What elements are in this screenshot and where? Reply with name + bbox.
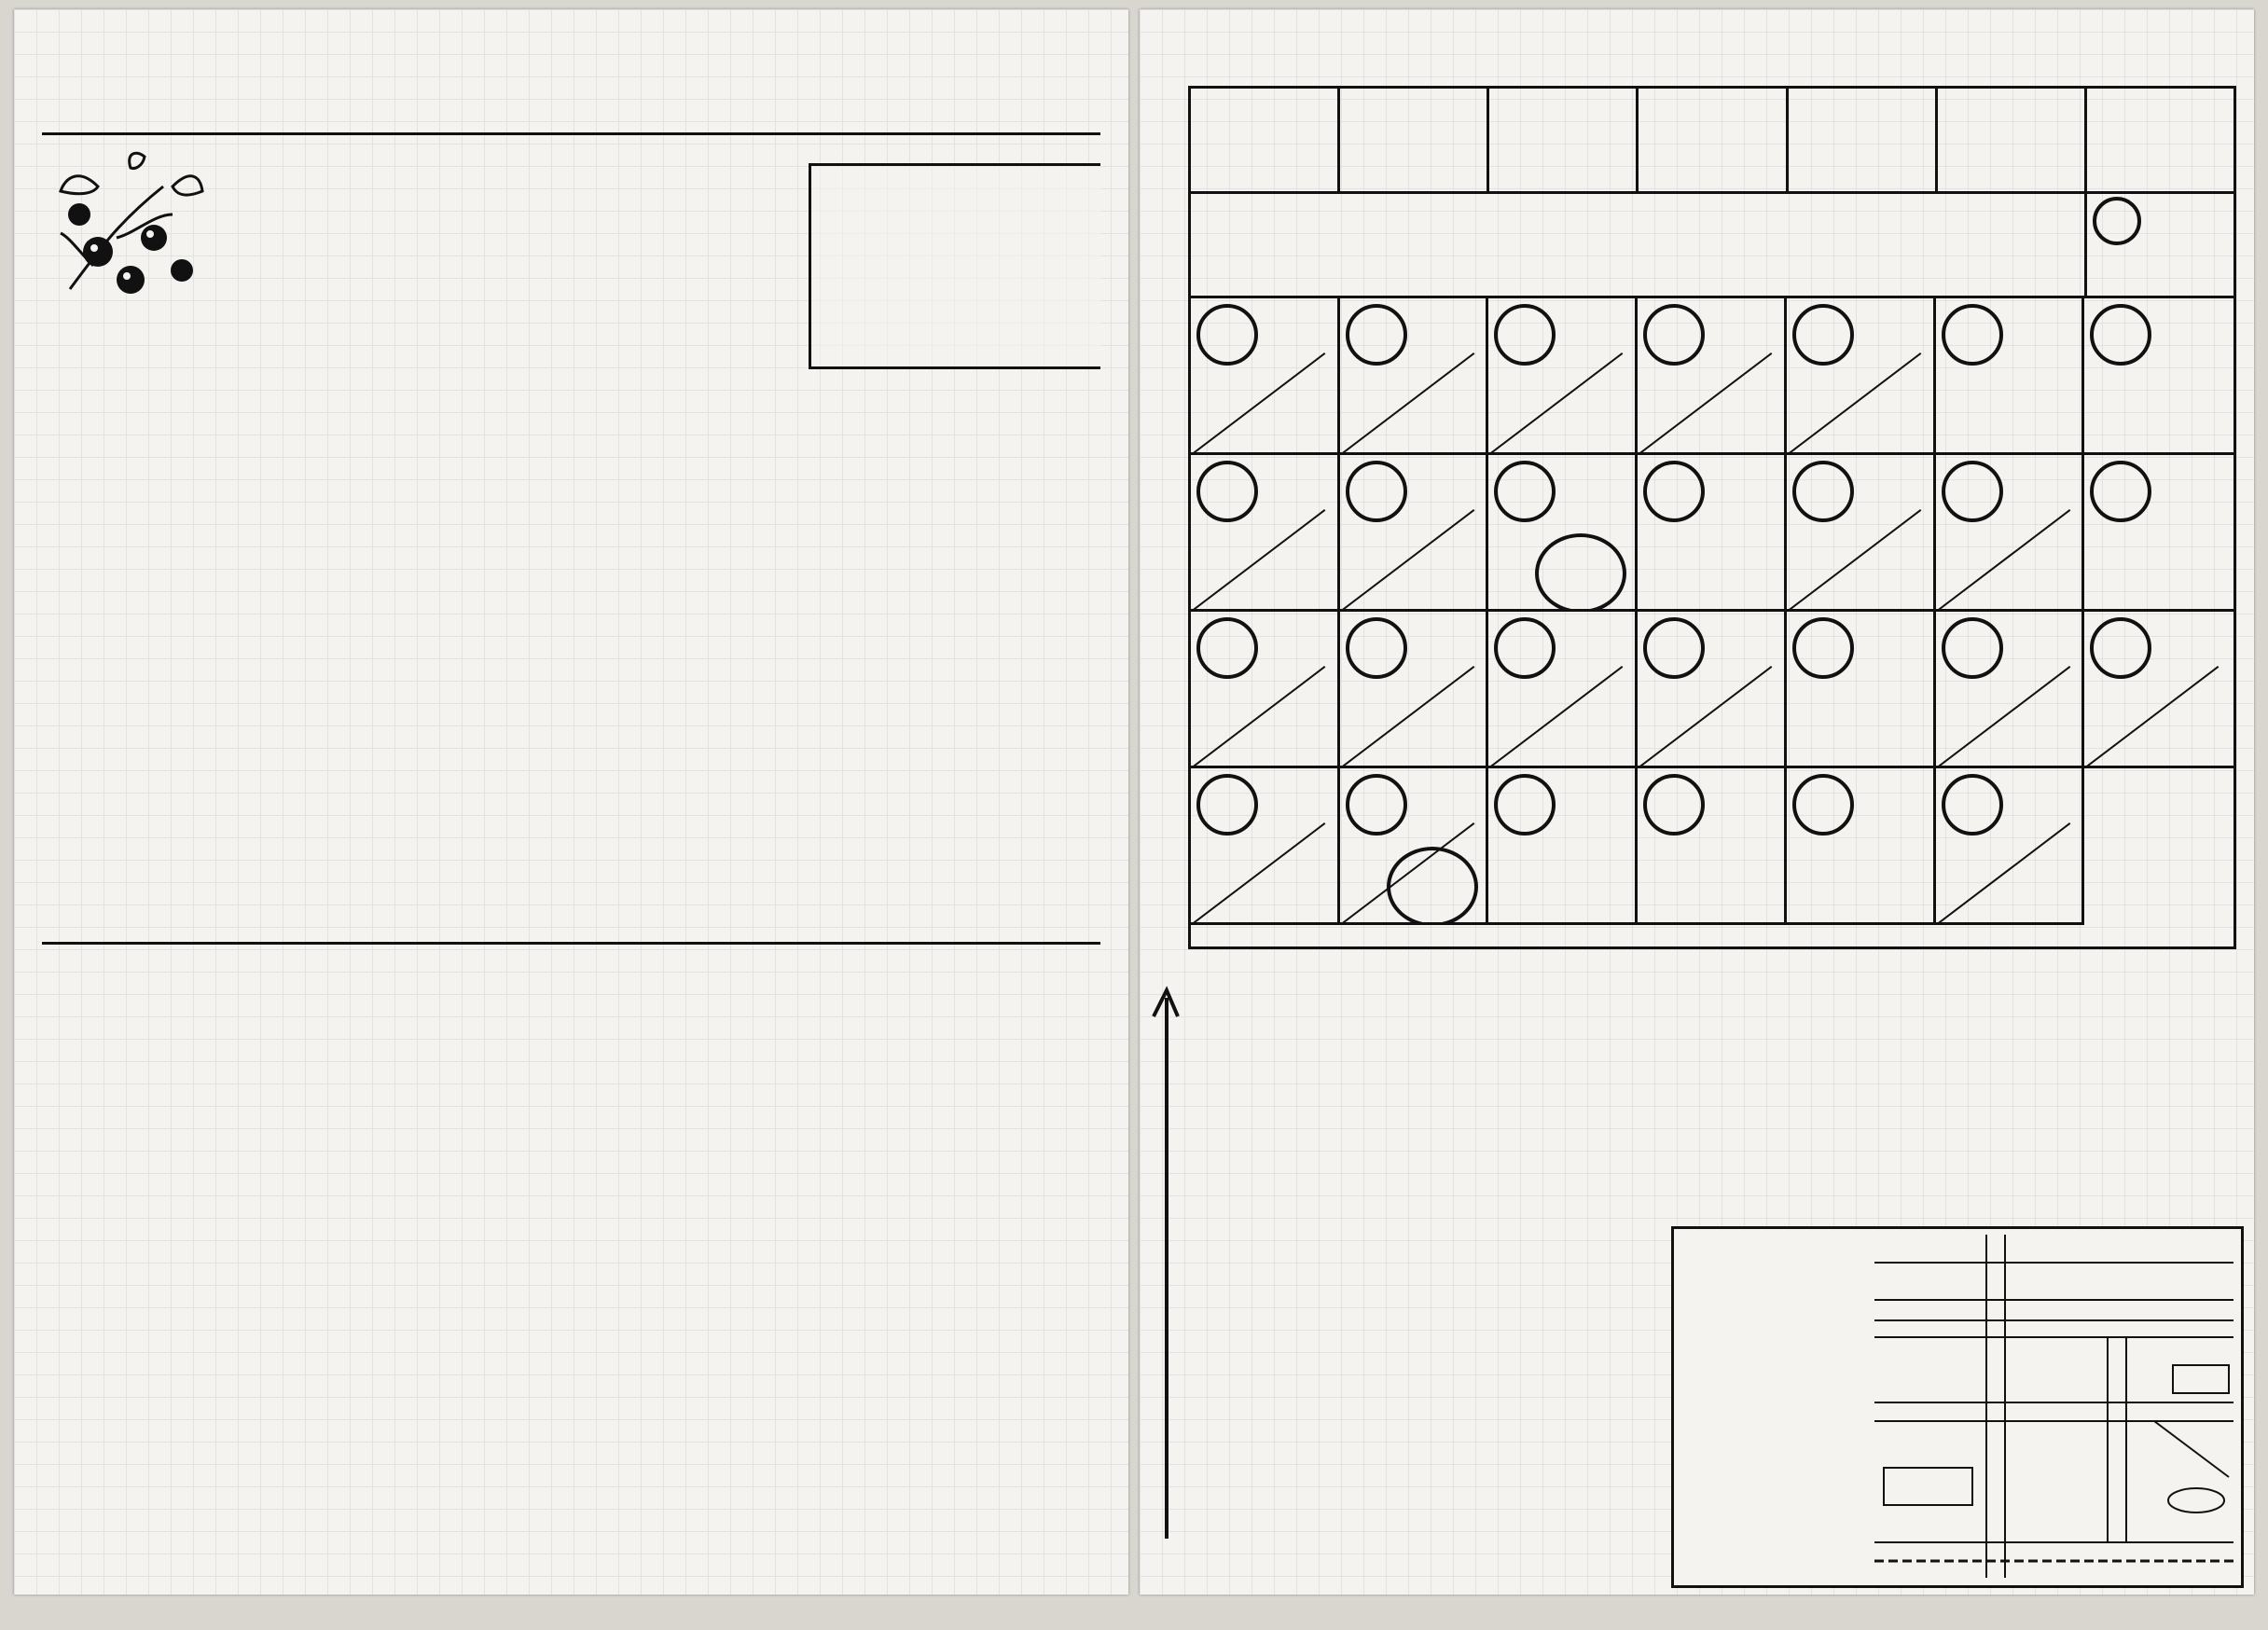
article-line <box>51 399 1105 448</box>
day-number <box>1494 774 1556 836</box>
day-number <box>1346 461 1407 522</box>
calendar-day-cell <box>1340 768 1489 925</box>
calendar-day-cell <box>2084 455 2233 612</box>
calendar-day-cell <box>1787 768 1936 925</box>
article-line <box>51 254 1105 302</box>
calendar-day-cell <box>1488 298 1638 455</box>
calendar-day-cell <box>1638 768 1787 925</box>
shop-info-box <box>1671 1226 2244 1588</box>
calendar-day-cell <box>1488 612 1638 768</box>
article-line <box>1186 1208 1708 1256</box>
calendar-day-cell <box>1191 768 1340 925</box>
masthead-divider <box>42 132 1100 135</box>
article-line <box>1186 1062 2240 1111</box>
calendar-day-cell <box>1340 455 1489 612</box>
day-number <box>1643 774 1705 836</box>
calendar-day-cell <box>1638 612 1787 768</box>
calendar-day-cell <box>1936 298 2085 455</box>
closed-day-badge <box>1535 533 1626 612</box>
day-number <box>1942 461 2003 522</box>
day-number <box>1346 304 1407 366</box>
calendar-day-cell <box>1191 612 1340 768</box>
article-line <box>51 1339 1105 1388</box>
day-number <box>1792 774 1854 836</box>
day-number <box>1942 304 2003 366</box>
article-line <box>51 787 1105 836</box>
day-number <box>1346 774 1407 836</box>
article-line <box>51 932 1105 981</box>
day-number <box>1494 304 1556 366</box>
article-line <box>51 1485 1105 1533</box>
weekday-label <box>1489 89 1639 191</box>
article-line <box>51 448 1105 496</box>
closed-day-badge <box>1387 847 1478 925</box>
article-line <box>1186 1256 1708 1305</box>
article-line <box>1186 1305 1708 1353</box>
calendar-day-cell <box>1936 768 2085 925</box>
article-line <box>1186 1547 1708 1595</box>
weekday-label <box>1938 89 2087 191</box>
map-roads <box>1874 1235 2233 1578</box>
calendar-day-cell <box>1787 455 1936 612</box>
article-line <box>1186 1014 2240 1062</box>
day-number <box>1196 304 1258 366</box>
calendar-day-cell <box>1787 298 1936 455</box>
day-number <box>2090 304 2151 366</box>
day-number <box>1643 304 1705 366</box>
article-line <box>51 593 1105 642</box>
calendar-day-cell <box>1638 455 1787 612</box>
calendar-day-cell <box>1191 298 1340 455</box>
article-line <box>51 1242 1105 1291</box>
article-line <box>51 1436 1105 1485</box>
article-line <box>51 1145 1105 1194</box>
article-line <box>51 157 1105 205</box>
article-line <box>51 1291 1105 1339</box>
calendar-day-cell <box>1340 298 1489 455</box>
day-number <box>1196 617 1258 679</box>
day-number <box>1942 774 2003 836</box>
article-line <box>1186 1159 2240 1208</box>
day-number <box>1792 461 1854 522</box>
calendar-day-cell <box>1936 612 2085 768</box>
calendar <box>1188 86 2236 949</box>
shop-details <box>1681 1236 1868 1248</box>
weekday-label <box>1191 89 1340 191</box>
weekday-label <box>1340 89 1489 191</box>
left-article-body <box>51 157 1105 1630</box>
calendar-day-cell <box>1488 768 1638 925</box>
day-number <box>1643 617 1705 679</box>
day-number <box>1942 617 2003 679</box>
article-line <box>1186 1402 1708 1450</box>
article-line <box>51 1194 1105 1242</box>
section-divider <box>42 942 1100 945</box>
article-line <box>1186 1450 1708 1499</box>
article-line <box>51 496 1105 545</box>
day-number <box>1494 461 1556 522</box>
calendar-day-cell <box>1638 298 1787 455</box>
newsletter-right-page <box>1140 9 2254 1595</box>
article-line <box>1186 1111 2240 1159</box>
weekday-label <box>2087 89 2233 191</box>
article-line <box>51 642 1105 690</box>
article-line <box>51 739 1105 787</box>
day-number <box>1792 617 1854 679</box>
day-number <box>2090 461 2151 522</box>
day-number <box>2093 197 2141 245</box>
article-line <box>51 690 1105 739</box>
calendar-day-cell <box>2084 191 2233 298</box>
article-line <box>51 1582 1105 1630</box>
masthead <box>42 17 1096 129</box>
day-number <box>1346 617 1407 679</box>
day-number <box>1792 304 1854 366</box>
article-line <box>51 884 1105 932</box>
article-line <box>51 351 1105 399</box>
newsletter-left-page <box>14 9 1128 1595</box>
day-number <box>2090 617 2151 679</box>
day-number <box>1196 461 1258 522</box>
calendar-day-cell <box>2084 298 2233 455</box>
day-number <box>1196 774 1258 836</box>
continuation-arrow-icon <box>1144 979 1182 1557</box>
article-line <box>51 205 1105 254</box>
calendar-day-cell <box>1787 612 1936 768</box>
shop-location-map <box>1874 1235 2233 1578</box>
calendar-day-cell <box>1488 455 1638 612</box>
weekday-header <box>1191 89 2233 194</box>
article-line <box>1186 965 2240 1014</box>
article-line <box>51 1097 1105 1145</box>
weekday-label <box>1639 89 1788 191</box>
article-line <box>51 302 1105 351</box>
day-number <box>1643 461 1705 522</box>
article-line <box>51 545 1105 593</box>
calendar-day-cell <box>1936 455 2085 612</box>
calendar-day-cell <box>2084 612 2233 768</box>
article-line <box>51 1388 1105 1436</box>
calendar-day-cell <box>1340 612 1489 768</box>
article-line <box>51 1000 1105 1048</box>
weekday-label <box>1789 89 1938 191</box>
article-line <box>51 1048 1105 1097</box>
article-line <box>51 1533 1105 1582</box>
calendar-day-cell <box>1191 455 1340 612</box>
day-number <box>1494 617 1556 679</box>
article-line <box>51 836 1105 884</box>
article-line <box>1186 1353 1708 1402</box>
article-line <box>1186 1499 1708 1547</box>
